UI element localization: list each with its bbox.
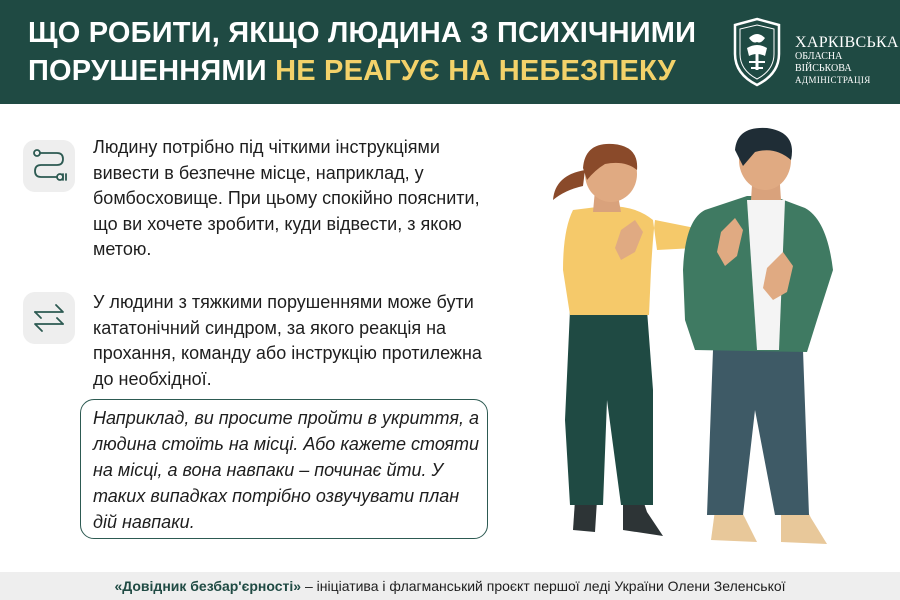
title-highlight: НЕ РЕАГУЄ НА НЕБЕЗПЕКУ [275, 55, 676, 87]
instruction-text-1: Людину потрібно під чіткими інструкціями вивести в безпечне місце, наприклад, у бомбосховище. При цьому спокійно пояснити, що ви хочете зробити, куди відвести, з якою метою. [93, 137, 480, 259]
woman-figure [553, 144, 695, 536]
example-note-box [80, 399, 488, 539]
swap-arrows-icon [23, 292, 75, 344]
instruction-text-2: У людини з тяжкими порушеннями може бути кататонічний синдром, за якого реакція на прохання, команду або інструкцію протилежна до необхідної. [93, 292, 482, 389]
org-name [795, 34, 900, 86]
route-icon [23, 140, 75, 192]
org-name-line1: ХАРКІВСЬКА [795, 34, 899, 51]
org-name-line3: АДМІНІСТРАЦІЯ [795, 75, 871, 85]
header-banner [0, 0, 900, 104]
footer-description: – ініціатива і флагманський проєкт першої леді України Олени Зеленської [301, 578, 786, 594]
footer-text [0, 578, 900, 594]
footer-bar [0, 572, 900, 600]
org-name-line2: ОБЛАСНА ВІЙСЬКОВА [795, 51, 852, 74]
example-note-text: Наприклад, ви просите пройти в укриття, а людина стоїть на місці. Або кажете стояти на місці, а вона навпаки – починає йти. У таких випадках потрібно озвучувати план дій навпаки. [93, 408, 480, 532]
coat-of-arms-logo [727, 16, 787, 88]
page-title [28, 14, 718, 90]
footer-project-name: «Довідник безбар'єрності» [114, 578, 302, 594]
people-illustration [535, 120, 865, 560]
man-figure [683, 128, 833, 544]
title-main: ЩО РОБИТИ, ЯКЩО ЛЮДИНА З ПСИХІЧНИМИ ПОРУШЕННЯМИ [28, 17, 697, 87]
